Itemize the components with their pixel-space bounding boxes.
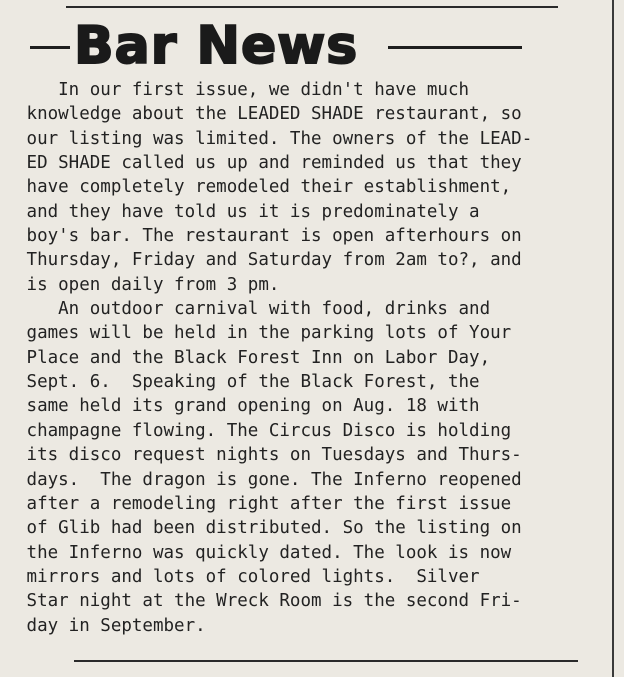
text-line: the Inferno was quickly dated. The look is now xyxy=(16,542,512,563)
text-line: mirrors and lots of colored lights. Silver xyxy=(16,566,480,587)
text-line: days. The dragon is gone. The Inferno reopened xyxy=(16,469,522,490)
text-line: games will be held in the parking lots of Your xyxy=(16,323,512,344)
paragraph-2 xyxy=(16,297,606,638)
bottom-rule xyxy=(74,660,578,662)
text-line: An outdoor carnival with food, drinks and xyxy=(16,299,491,320)
text-line: is open daily from 3 pm. xyxy=(16,274,280,295)
text-line: its disco request nights on Tuesdays and Thurs- xyxy=(16,445,522,466)
article-body xyxy=(16,78,606,638)
text-line: Sept. 6. Speaking of the Black Forest, the xyxy=(16,372,480,393)
text-line: boy's bar. The restaurant is open afterhours on xyxy=(16,226,522,247)
text-line: have completely remodeled their establishment, xyxy=(16,177,512,198)
text-line: champagne flowing. The Circus Disco is holding xyxy=(16,420,512,441)
text-line: same held its grand opening on Aug. 18 with xyxy=(16,396,480,417)
text-line: of Glib had been distributed. So the listing on xyxy=(16,518,522,539)
text-line: Thursday, Friday and Saturday from 2am to?, and xyxy=(16,250,522,271)
headline-dash-right xyxy=(388,46,522,49)
text-line: day in September. xyxy=(16,615,206,636)
text-line: after a remodeling right after the first issue xyxy=(16,493,512,514)
top-rule xyxy=(66,6,558,8)
text-line: knowledge about the LEADED SHADE restaurant, so xyxy=(16,104,522,125)
text-line: In our first issue, we didn't have much xyxy=(16,80,470,100)
paragraph-1 xyxy=(16,78,606,297)
text-line: Star night at the Wreck Room is the second Fri- xyxy=(16,591,522,612)
headline-dash-left xyxy=(30,46,70,49)
text-line: Place and the Black Forest Inn on Labor Day, xyxy=(16,347,491,368)
headline: Bar News xyxy=(74,16,359,76)
text-line: ED SHADE called us up and reminded us that they xyxy=(16,153,522,174)
headline-row xyxy=(30,18,590,78)
column-rule xyxy=(612,0,614,677)
text-line: and they have told us it is predominately a xyxy=(16,201,480,222)
text-line: our listing was limited. The owners of the LEAD- xyxy=(16,128,533,149)
